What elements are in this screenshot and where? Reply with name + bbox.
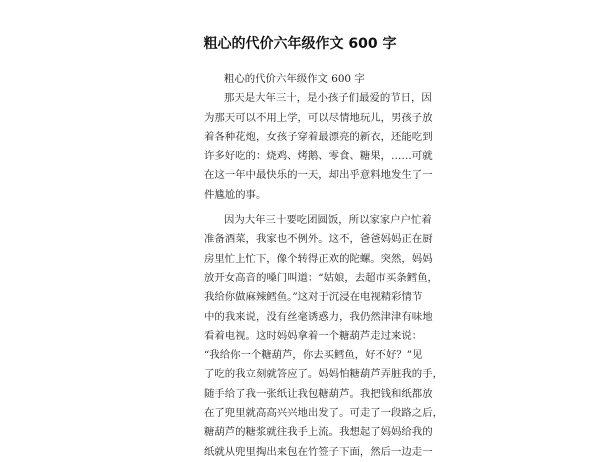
text-line: 件尴尬的事。 (204, 188, 267, 201)
text-line: 因为大年三十要吃团圆饭，所以家家户户忙着 (224, 214, 432, 227)
text-line: 随手给了我一张纸让我包糖葫芦。我把钱和纸都放 (204, 387, 433, 400)
article-subtitle-line: 粗心的代价六年级作文 600 字 (224, 73, 365, 85)
text-line: “我给你一个糖葫芦，你去买鳕鱼，好不好？”见 (204, 349, 423, 362)
document-title: 粗心的代价六年级作文 600 字 (203, 36, 397, 52)
text-line: 纸就从兜里掏出来包在竹签子下面，然后一边走一 (204, 445, 433, 458)
text-line: 了吃的我立刻就答应了。妈妈怕糖葫芦弄脏我的手， (204, 368, 443, 381)
text-line: 为那天可以不用上学，可以尽情地玩儿，男孩子放 (204, 111, 433, 124)
text-line: 准备酒菜，我家也不例外。这不，爸爸妈妈正在厨 (204, 233, 433, 246)
text-line: 房里忙上忙下，像个转得正欢的陀螺。突然，妈妈 (204, 252, 433, 265)
text-line: 我给你做麻辣鳕鱼。”这对于沉浸在电视精彩情节 (204, 291, 423, 304)
article-body (204, 70, 443, 462)
text-line: 在了兜里就高高兴兴地出发了。可走了一段路之后， (204, 407, 443, 420)
text-line: 中的我来说，没有丝毫诱惑力，我仍然津津有味地 (204, 310, 433, 323)
text-line: 糖葫芦的糖浆就往我手上流。我想起了妈妈给我的 (204, 426, 433, 439)
text-line: 放开女高音的嗓门叫道：“姑娘，去超市买条鳕鱼， (204, 271, 438, 284)
text-line: 在这一年中最快乐的一天，却出乎意料地发生了一 (204, 169, 433, 182)
text-line: 许多好吃的：烧鸡、烤鹅、零食、糖果，……可就 (204, 150, 433, 163)
text-line: 看着电视。这时妈妈拿着一个糖葫芦走过来说： (204, 329, 423, 342)
text-line: 着各种花炮，女孩子穿着最漂亮的新衣，还能吃到 (204, 130, 433, 143)
text-line: 那天是大年三十，是小孩子们最爱的节日，因 (224, 92, 432, 105)
